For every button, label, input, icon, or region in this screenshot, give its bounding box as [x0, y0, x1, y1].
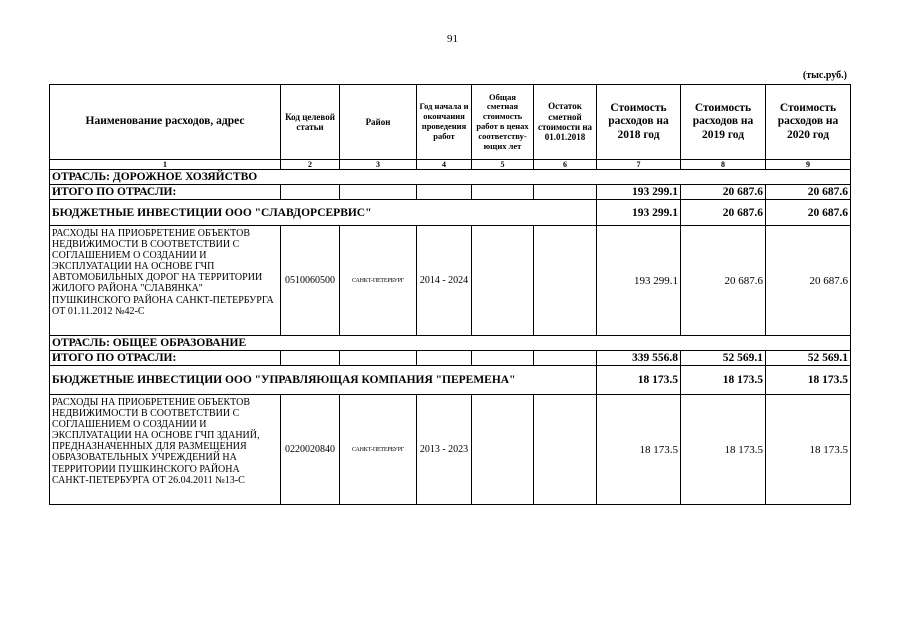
expense-item-row	[50, 395, 851, 505]
sector-title: ОТРАСЛЬ: ДОРОЖНОЕ ХОЗЯЙСТВО	[50, 170, 851, 185]
total-estimated-cost	[472, 226, 534, 336]
total-estimated-cost	[472, 395, 534, 505]
cost-2018: 18 173.5	[597, 395, 681, 505]
cost-2020: 20 687.6	[766, 226, 851, 336]
remaining-cost	[534, 395, 597, 505]
investment-2019: 20 687.6	[681, 200, 766, 226]
header-cost-2018: Стоимость расходов на 2018 год	[597, 85, 681, 160]
total-2019: 52 569.1	[681, 351, 766, 366]
total-label: ИТОГО ПО ОТРАСЛИ:	[50, 185, 281, 200]
work-years: 2014 - 2024	[417, 226, 472, 336]
sector-row	[50, 170, 851, 185]
header-row	[50, 85, 851, 160]
column-number: 5	[472, 160, 534, 170]
column-number: 9	[766, 160, 851, 170]
column-number: 2	[281, 160, 340, 170]
sector-title: ОТРАСЛЬ: ОБЩЕЕ ОБРАЗОВАНИЕ	[50, 336, 851, 351]
total-2018: 339 556.8	[597, 351, 681, 366]
cost-2020: 18 173.5	[766, 395, 851, 505]
district: САНКТ-ПЕТЕРБУРГ	[340, 226, 417, 336]
cost-2019: 18 173.5	[681, 395, 766, 505]
cost-2019: 20 687.6	[681, 226, 766, 336]
column-number: 7	[597, 160, 681, 170]
investment-label: БЮДЖЕТНЫЕ ИНВЕСТИЦИИ ООО "СЛАВДОРСЕРВИС"	[50, 200, 597, 226]
page-number: 91	[447, 33, 458, 45]
target-code: 0510060500	[281, 226, 340, 336]
header-district: Район	[340, 85, 417, 160]
district: САНКТ-ПЕТЕРБУРГ	[340, 395, 417, 505]
investment-row	[50, 366, 851, 395]
budget-table	[49, 84, 851, 505]
header-remaining: Остаток сметной стоимости на 01.01.2018	[534, 85, 597, 160]
header-cost-2019: Стоимость расходов на 2019 год	[681, 85, 766, 160]
investment-row	[50, 200, 851, 226]
header-total-cost: Общая сметная стоимость работ в ценах соответству-ющих лет	[472, 85, 534, 160]
sector-total-row	[50, 185, 851, 200]
remaining-cost	[534, 226, 597, 336]
header-cost-2020: Стоимость расходов на 2020 год	[766, 85, 851, 160]
column-number: 3	[340, 160, 417, 170]
column-number: 4	[417, 160, 472, 170]
investment-2018: 193 299.1	[597, 200, 681, 226]
column-number-row	[50, 160, 851, 170]
total-2020: 20 687.6	[766, 185, 851, 200]
investment-2020: 18 173.5	[766, 366, 851, 395]
column-number: 6	[534, 160, 597, 170]
target-code: 0220020840	[281, 395, 340, 505]
header-code: Код целевой статьи	[281, 85, 340, 160]
units-label: (тыс.руб.)	[802, 70, 847, 81]
cost-2018: 193 299.1	[597, 226, 681, 336]
investment-2020: 20 687.6	[766, 200, 851, 226]
total-2019: 20 687.6	[681, 185, 766, 200]
expense-description: РАСХОДЫ НА ПРИОБРЕТЕНИЕ ОБЪЕКТОВ НЕДВИЖИМОСТИ В СООТВЕТСТВИИ С СОГЛАШЕНИЕМ О СОЗДАНИИ И ЭКСПЛУАТАЦИИ НА ОСНОВЕ ГЧП ЗДАНИЙ, ПРЕДНАЗНАЧЕННЫХ ДЛЯ РАЗМЕЩЕНИЯ ОБРАЗОВАТЕЛЬНЫХ УЧРЕЖДЕНИЙ НА ТЕРРИТОРИИ ПУШКИНСКОГО РАЙОНА САНКТ-ПЕТЕРБУРГА ОТ 26.04.2011 №13-С	[50, 395, 281, 505]
investment-label: БЮДЖЕТНЫЕ ИНВЕСТИЦИИ ООО "УПРАВЛЯЮЩАЯ КОМПАНИЯ "ПЕРЕМЕНА"	[50, 366, 597, 395]
sector-total-row	[50, 351, 851, 366]
total-2018: 193 299.1	[597, 185, 681, 200]
investment-2019: 18 173.5	[681, 366, 766, 395]
total-2020: 52 569.1	[766, 351, 851, 366]
investment-2018: 18 173.5	[597, 366, 681, 395]
total-label: ИТОГО ПО ОТРАСЛИ:	[50, 351, 281, 366]
column-number: 8	[681, 160, 766, 170]
header-name: Наименование расходов, адрес	[50, 85, 281, 160]
sector-row	[50, 336, 851, 351]
header-years: Год начала и окончания проведения работ	[417, 85, 472, 160]
work-years: 2013 - 2023	[417, 395, 472, 505]
expense-description: РАСХОДЫ НА ПРИОБРЕТЕНИЕ ОБЪЕКТОВ НЕДВИЖИМОСТИ В СООТВЕТСТВИИ С СОГЛАШЕНИЕМ О СОЗДАНИИ И ЭКСПЛУАТАЦИИ НА ОСНОВЕ ГЧП АВТОМОБИЛЬНЫХ ДОРОГ НА ТЕРРИТОРИИ ЖИЛОГО РАЙОНА "СЛАВЯНКА" ПУШКИНСКОГО РАЙОНА САНКТ-ПЕТЕРБУРГА ОТ 01.11.2012 №42-С	[50, 226, 281, 336]
expense-item-row	[50, 226, 851, 336]
column-number: 1	[50, 160, 281, 170]
